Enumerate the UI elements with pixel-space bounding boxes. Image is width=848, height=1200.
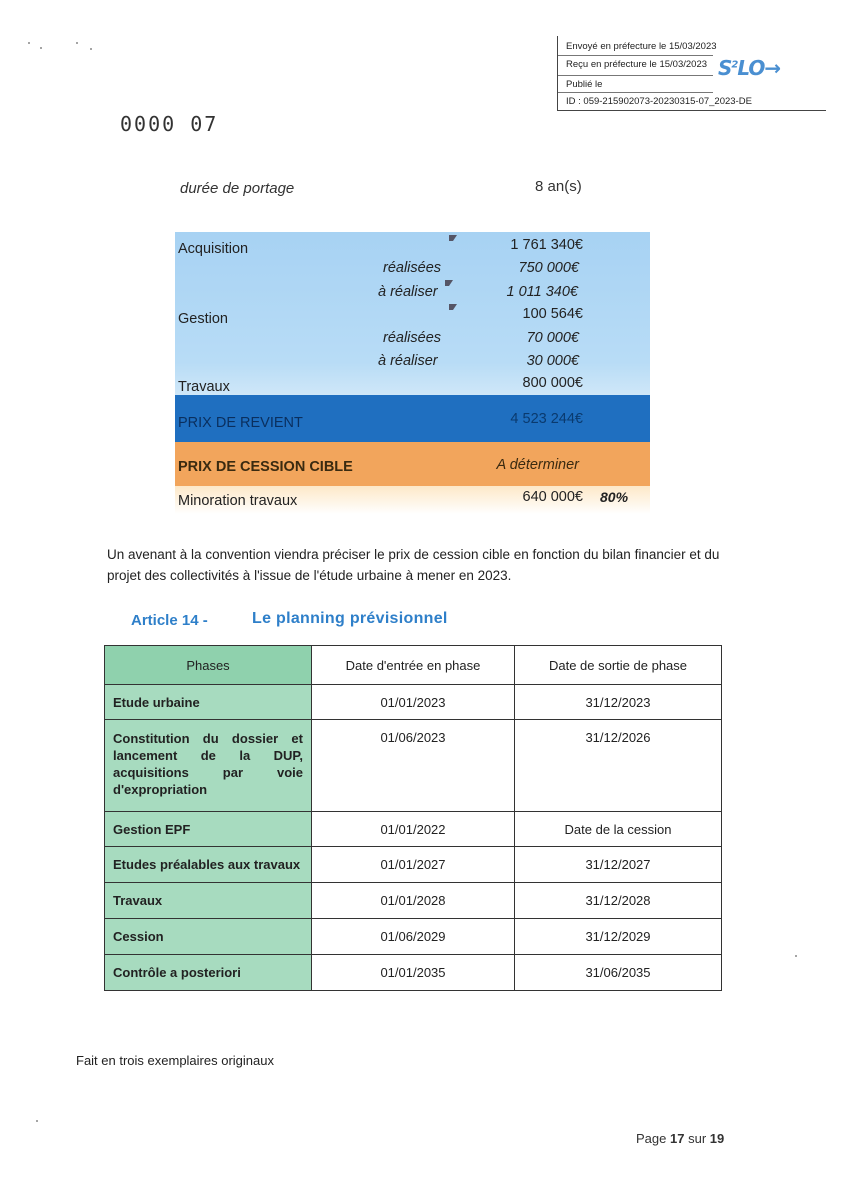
end-date-cell: Date de la cession: [515, 812, 722, 847]
start-date-cell: 01/01/2023: [312, 685, 515, 720]
page-current: 17: [670, 1131, 685, 1146]
gest-realisees-label: réalisées: [383, 330, 442, 346]
prix-cession-label: PRIX DE CESSION CIBLE: [178, 459, 353, 475]
end-date-cell: 31/06/2035: [515, 955, 722, 991]
prix-revient-value: 4 523 244€: [510, 411, 583, 427]
gest-realisees-value: 70 000€: [526, 330, 579, 346]
minoration-label: Minoration travaux: [178, 493, 298, 509]
travaux-label: Travaux: [178, 379, 230, 395]
avenant-paragraph: Un avenant à la convention viendra préciser le prix de cession cible en fonction du bilan financier et du projet des collectivités à l'issue de l'étude urbaine à mener en 2023.: [107, 547, 720, 583]
financial-summary: [175, 232, 650, 514]
start-date-cell: 01/01/2027: [312, 847, 515, 883]
column-header-end: Date de sortie de phase: [515, 646, 722, 685]
phase-cell: Contrôle a posteriori: [105, 955, 312, 991]
phase-cell: Etudes préalables aux travaux: [105, 847, 312, 883]
phase-cell: Etude urbaine: [105, 685, 312, 720]
prix-revient-label: PRIX DE REVIENT: [178, 415, 303, 431]
stamp-id: ID : 059-215902073-20230315-07_2023-DE: [566, 96, 752, 107]
start-date-cell: 01/06/2023: [312, 720, 515, 812]
scan-speck: [40, 47, 42, 49]
start-date-cell: 01/01/2028: [312, 883, 515, 919]
acquisition-label: Acquisition: [178, 241, 249, 257]
comment-marker-icon: [449, 235, 457, 241]
end-date-cell: 31/12/2029: [515, 919, 722, 955]
planning-table: [104, 645, 722, 991]
stamp-divider: [558, 55, 713, 56]
column-header-phases: Phases: [105, 646, 312, 685]
table-row: [105, 883, 722, 919]
portage-value: 8 an(s): [535, 178, 582, 195]
prix-cession-value: A déterminer: [496, 457, 579, 473]
scan-speck: [90, 48, 92, 50]
minoration-value: 640 000€: [522, 489, 583, 505]
page-total: 19: [709, 1131, 725, 1146]
acq-realisees-value: 750 000€: [518, 260, 579, 276]
gest-a-realiser-value: 30 000€: [526, 353, 579, 369]
phase-cell: Travaux: [105, 883, 312, 919]
fait-exemplaires: Fait en trois exemplaires originaux: [76, 1053, 274, 1068]
page-prefix: Page: [636, 1131, 667, 1146]
prefecture-stamp: [557, 36, 826, 111]
travaux-value: 800 000€: [522, 375, 583, 391]
table-header-row: [105, 646, 722, 685]
article-number: Article 14 -: [131, 612, 208, 629]
table-row: [105, 955, 722, 991]
gest-a-realiser-label: à réaliser: [378, 353, 438, 369]
table-row: [105, 919, 722, 955]
phase-cell: Constitution du dossier et lancement de la DUP, acquisitions par voie d'expropriation: [105, 720, 312, 812]
table-row: [105, 847, 722, 883]
phase-cell: Gestion EPF: [105, 812, 312, 847]
start-date-cell: 01/01/2022: [312, 812, 515, 847]
gestion-label: Gestion: [178, 311, 228, 327]
scan-speck: [28, 42, 30, 44]
s2lo-logo: $S^2LO\to$: [718, 56, 781, 80]
end-date-cell: 31/12/2028: [515, 883, 722, 919]
start-date-cell: 01/06/2029: [312, 919, 515, 955]
column-header-start: Date d'entrée en phase: [312, 646, 515, 685]
page-number: [636, 1131, 724, 1146]
stamp-sent: Envoyé en préfecture le 15/03/2023: [566, 41, 717, 52]
scan-speck: [76, 42, 78, 44]
table-row: [105, 685, 722, 720]
acquisition-value: 1 761 340€: [510, 237, 583, 253]
minoration-percent: 80%: [600, 489, 629, 505]
stamp-received: Reçu en préfecture le 15/03/2023: [566, 59, 708, 70]
article-title: Le planning prévisionnel: [252, 610, 448, 627]
end-date-cell: 31/12/2027: [515, 847, 722, 883]
page-separator: sur: [688, 1131, 707, 1146]
acq-a-realiser-value: 1 011 340€: [506, 284, 578, 300]
end-date-cell: 31/12/2026: [515, 720, 722, 812]
stamp-divider: [558, 75, 713, 76]
gestion-value: 100 564€: [522, 306, 583, 322]
end-date-cell: 31/12/2023: [515, 685, 722, 720]
document-number: 0000 07: [120, 112, 219, 136]
stamp-published: Publié le: [566, 79, 603, 90]
scan-speck: [36, 1120, 38, 1122]
start-date-cell: 01/01/2035: [312, 955, 515, 991]
acq-realisees-label: réalisées: [383, 260, 442, 276]
table-row: [105, 812, 722, 847]
scan-speck: [795, 955, 797, 957]
acq-a-realiser-label: à réaliser: [378, 284, 438, 300]
stamp-divider: [558, 92, 713, 93]
phase-cell: Cession: [105, 919, 312, 955]
portage-label: durée de portage: [180, 180, 295, 197]
table-row: [105, 720, 722, 812]
